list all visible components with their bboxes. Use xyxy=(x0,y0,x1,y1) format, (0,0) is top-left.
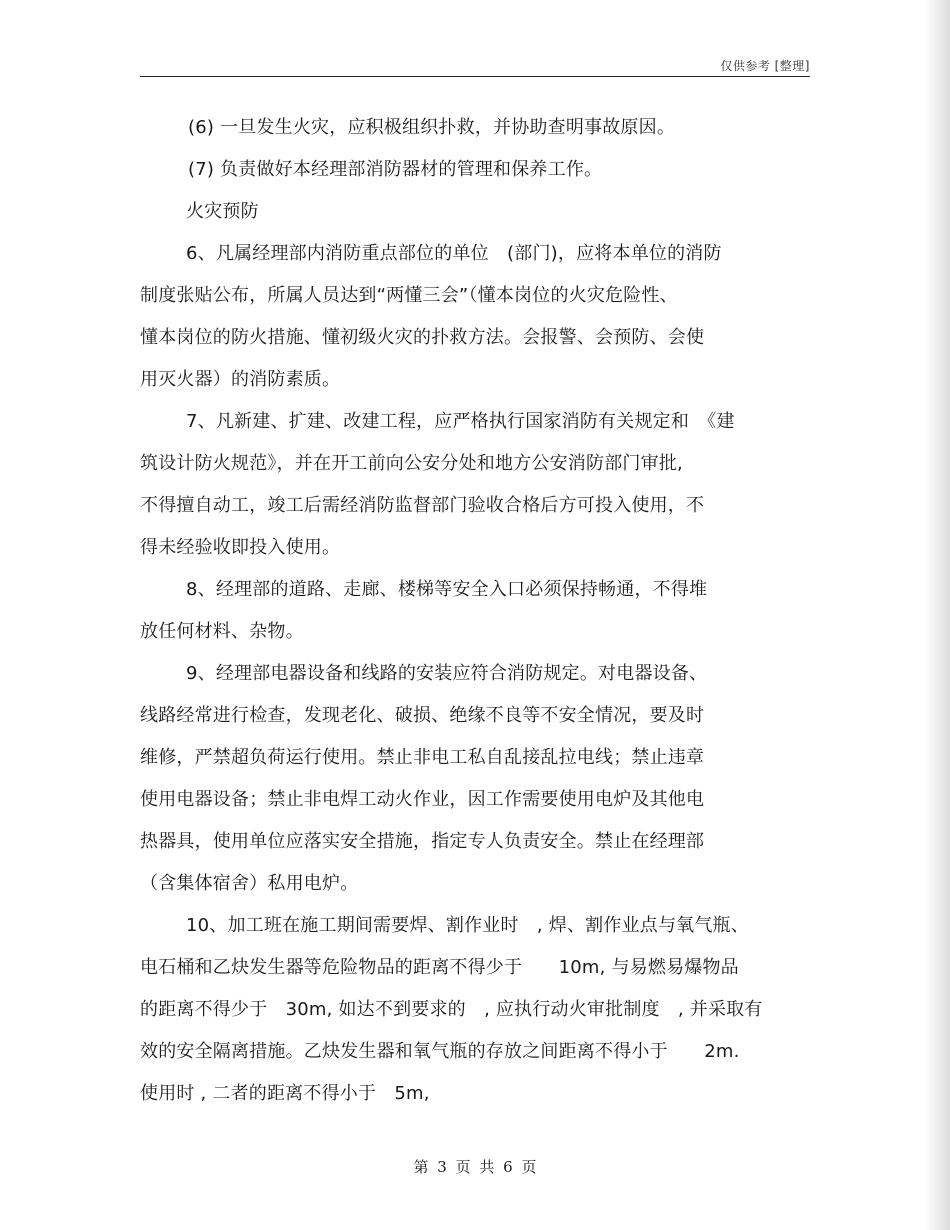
paragraph-line: 6、凡属经理部内消防重点部位的单位 (部门)，应将本单位的消防 xyxy=(186,243,722,264)
paragraph-line: 用灭火器）的消防素质。 xyxy=(140,369,341,390)
paragraph-line: 的距离不得少于 30m, 如达不到要求的 , 应执行动火审批制度 , 并采取有 xyxy=(140,999,763,1020)
paragraph-line: 使用时 , 二者的距离不得小于 5m, xyxy=(140,1083,430,1104)
paragraph-line: （含集体宿舍）私用电炉。 xyxy=(140,873,359,894)
paragraph-line: 8、经理部的道路、走廊、楼梯等安全入口必须保持畅通，不得堆 xyxy=(186,579,708,600)
paragraph-line: 线路经常进行检查，发现老化、破损、绝缘不良等不安全情况，要及时 xyxy=(140,705,705,726)
header-divider xyxy=(140,76,810,77)
section-heading: 火灾预防 xyxy=(186,201,259,222)
paragraph-line: (6) 一旦发生火灾，应积极组织扑救，并协助查明事故原因。 xyxy=(188,117,676,138)
paragraph-line: (7) 负责做好本经理部消防器材的管理和保养工作。 xyxy=(188,159,603,180)
paragraph-line: 筑设计防火规范》，并在开工前向公安分处和地方公安消防部门审批, xyxy=(140,453,683,474)
paragraph-line: 10、加工班在施工期间需要焊、割作业时 , 焊、割作业点与氧气瓶、 xyxy=(186,915,749,936)
header-note: 仅供参考 [整理] xyxy=(720,59,810,73)
paragraph-line: 维修，严禁超负荷运行使用。禁止非电工私自乱接乱拉电线；禁止违章 xyxy=(140,747,705,768)
paragraph-line: 9、经理部电器设备和线路的安装应符合消防规定。对电器设备、 xyxy=(186,663,708,684)
paragraph-line: 得未经验收即投入使用。 xyxy=(140,537,341,558)
paragraph-line: 放任何材料、杂物。 xyxy=(140,621,304,642)
paragraph-line: 效的安全隔离措施。乙炔发生器和氧气瓶的存放之间距离不得小于 2m. xyxy=(140,1041,740,1062)
paragraph-line: 电石桶和乙炔发生器等危险物品的距离不得少于 10m, 与易燃易爆物品 xyxy=(140,957,739,978)
paragraph-line: 使用电器设备；禁止非电焊工动火作业，因工作需要使用电炉及其他电 xyxy=(140,789,705,810)
paragraph-line: 制度张贴公布，所属人员达到“两懂三会”（懂本岗位的火灾危险性、 xyxy=(140,285,678,306)
page-number: 第 3 页 共 6 页 xyxy=(413,1158,537,1176)
page-edge-shadow xyxy=(924,0,950,1230)
document-body xyxy=(140,114,810,1122)
paragraph-line: 不得擅自动工，竣工后需经消防监督部门验收合格后方可投入使用，不 xyxy=(140,495,705,516)
paragraph-line: 7、凡新建、扩建、改建工程，应严格执行国家消防有关规定和 《建 xyxy=(186,411,735,432)
paragraph-line: 热器具，使用单位应落实安全措施，指定专人负责安全。禁止在经理部 xyxy=(140,831,705,852)
paragraph-line: 懂本岗位的防火措施、懂初级火灾的扑救方法。会报警、会预防、会使 xyxy=(140,327,705,348)
